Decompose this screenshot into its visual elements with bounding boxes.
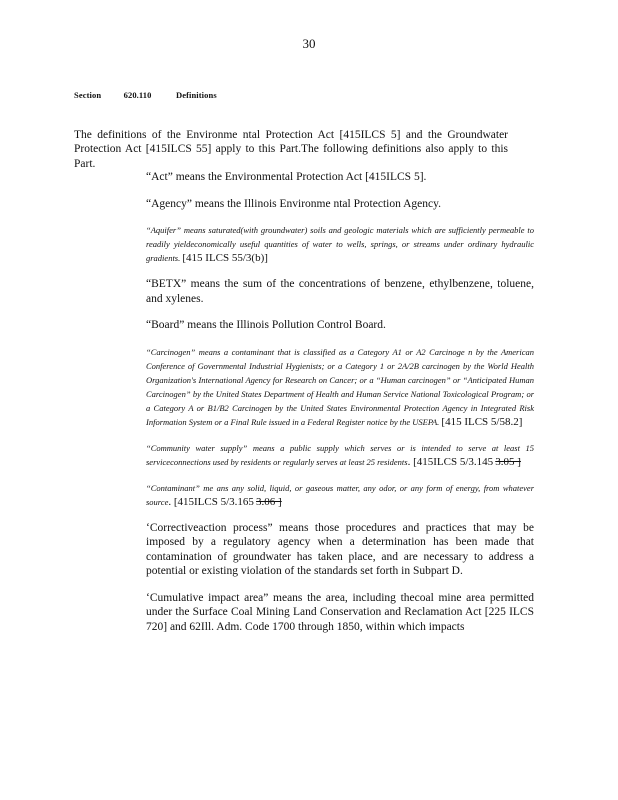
struck-citation: 3.05 ]	[495, 455, 521, 468]
definitions-list	[146, 170, 534, 646]
citation: [415 ILCS 5/58.2]	[441, 415, 523, 428]
definition-aquifer: “Aquifer” means saturated(with groundwater) soils and geologic materials which are sufficiently permeable to readily yieldeconomically useful quantities of water to wells, springs, or streams under ordinary hydraulic gradients. [415 ILCS 55/3(b)]	[146, 225, 534, 264]
section-title: Definitions	[175, 90, 217, 100]
definition-community-water-supply: “Community water supply” means a public supply which serves or is intended to serve at least 15 serviceconnections used by residents or regularly serves at least 25 residents. [415ILCS 5/3.145 3.05 ]	[146, 442, 534, 468]
struck-citation: 3.06 ]	[256, 495, 282, 508]
citation: . [415ILCS 5/3.145	[407, 455, 494, 468]
definition-corrective-action-process: ‘Correctiveaction process” means those procedures and practices that may be imposed by a regulatory agency when a determination has been made that contamination of groundwater has taken place, and are necessary to address a potential or existing violation of the standards set forth in Subpart D.	[146, 521, 534, 577]
definition-carcinogen: “Carcinogen” means a contaminant that is classified as a Category A1 or A2 Carcinoge n by the American Conference of Governmental Industrial Hygienists; or a Category 1 or 2A/2B carcinogen by the World Health Organization's International Agency for Research on Cancer; or a “Human carcinogen” or “Anticipated Human Carcinogen” by the United States Department of Health and Human Service National Toxicological Program; or a Category A or B1/B2 Carcinogen by the United States Environmental Protection Agency in Integrated Risk Information System or a Final Rule issued in a Federal Register notice by the USEPA. [415 ILCS 5/58.2]	[146, 346, 534, 428]
section-label: Section	[74, 90, 102, 100]
intro-paragraph: The definitions of the Environme ntal Protection Act [415ILCS 5] and the Groundwater Protection Act [415ILCS 55] apply to this Part.The following definitions also apply to this Part.	[74, 128, 508, 170]
definition-board: “Board” means the Illinois Pollution Control Board.	[146, 319, 386, 331]
definition-contaminant: “Contaminant” me ans any solid, liquid, or gaseous matter, any odor, or any form of energy, from whatever source. [415ILCS 5/3.165 3.06 ]	[146, 482, 534, 508]
definition-agency: “Agency” means the Illinois Environme ntal Protection Agency.	[146, 197, 441, 210]
section-number: 620.110	[123, 90, 152, 100]
page-number: 30	[302, 36, 316, 51]
citation: . [415ILCS 5/3.165	[168, 495, 254, 508]
definition-cumulative-impact-area: ‘Cumulative impact area” means the area, including thecoal mine area permitted under the Surface Coal Mining Land Conservation and Reclamation Act [225 ILCS 720] and 62Ill. Adm. Code 1700 through 1850, within which impacts	[146, 591, 534, 633]
definition-act: “Act” means the Environmental Protection Act [415ILCS 5].	[146, 171, 427, 183]
section-heading	[74, 90, 217, 100]
citation: [415 ILCS 55/3(b)]	[182, 252, 268, 264]
definition-betx: “BETX” means the sum of the concentrations of benzene, ethylbenzene, toluene, and xylenes.	[146, 278, 534, 305]
